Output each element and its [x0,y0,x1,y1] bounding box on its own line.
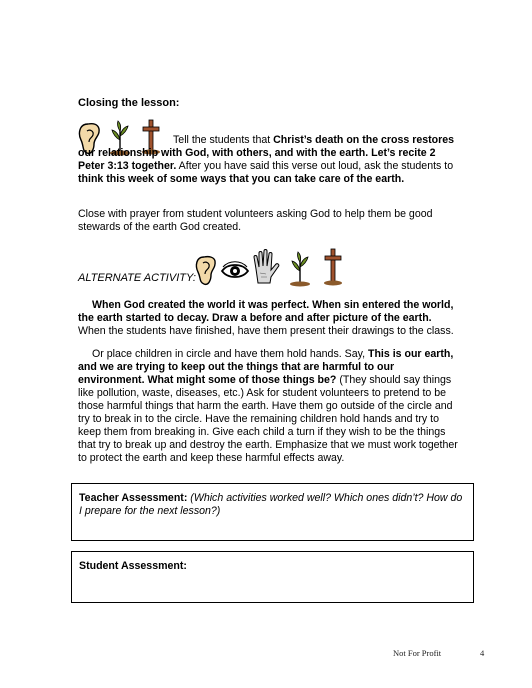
page-number: 4 [480,648,485,658]
p4-text-c: (They should say things like pollution, waste, diseases, etc.) Ask for student volunteers to pretend to be those harmful things that harm the earth. Have them go outside of the circle and try to break in to the circle. Have the remaining children hold hands and try to keep them from breaking in. Give each child a turn if they wish to be the things that try to break up and destroy the earth. Emphasize that we must work together to protect the earth and keep these harmful effects away. [78,374,458,464]
closing-heading: Closing the lesson: [78,97,180,109]
p4-text-b: This is our earth, and we are trying to keep out the things that are harmful to our environment. What might some of those things be? [78,348,454,386]
closing-paragraph-1 [78,134,458,186]
ear-icon [196,257,215,285]
student-assessment-text [79,560,464,573]
p1-text-b: Christ’s death on the cross restores our relationship with God, with others, and with the earth. Let’s recite 2 Peter 3:13 together. [78,134,455,172]
p1-text-d: think this week of some ways that you can take care of the earth. [78,173,405,185]
alternate-paragraph-1 [78,299,458,338]
teacher-assessment-label: Teacher Assessment: [79,492,188,504]
teacher-assessment-box [71,483,474,541]
cross-icon [324,249,342,286]
p3-text-b: When the students have finished, have them present their drawings to the class. [78,325,454,337]
teacher-assessment-text [79,492,464,518]
p1-text-c: After you have said this verse out loud, ask the students to [176,160,454,172]
p4-text-a: Or place children in circle and have them hold hands. Say, [92,348,368,360]
plant-icon [290,252,310,287]
footer-text: Not For Profit [393,648,442,658]
p3-text-a: When God created the world it was perfect. When sin entered the world, the earth started to decay. Draw a before and after picture of the earth. [78,299,454,324]
student-assessment-box [71,551,474,603]
closing-paragraph-2: Close with prayer from student volunteers asking God to help them be good stewards of the earth God created. [78,208,433,233]
alternate-icon-row [194,243,348,287]
student-assessment-label: Student Assessment: [79,560,187,572]
eye-icon [222,262,248,277]
teacher-assessment-prompt: (Which activities worked well? Which ones didn’t? How do I prepare for the next lesson?) [79,492,463,517]
hand-icon [254,250,279,284]
p1-text-a: Tell the students that [173,134,274,146]
alternate-paragraph-2 [78,348,458,465]
alternate-activity-label: ALTERNATE ACTIVITY: [78,272,196,284]
